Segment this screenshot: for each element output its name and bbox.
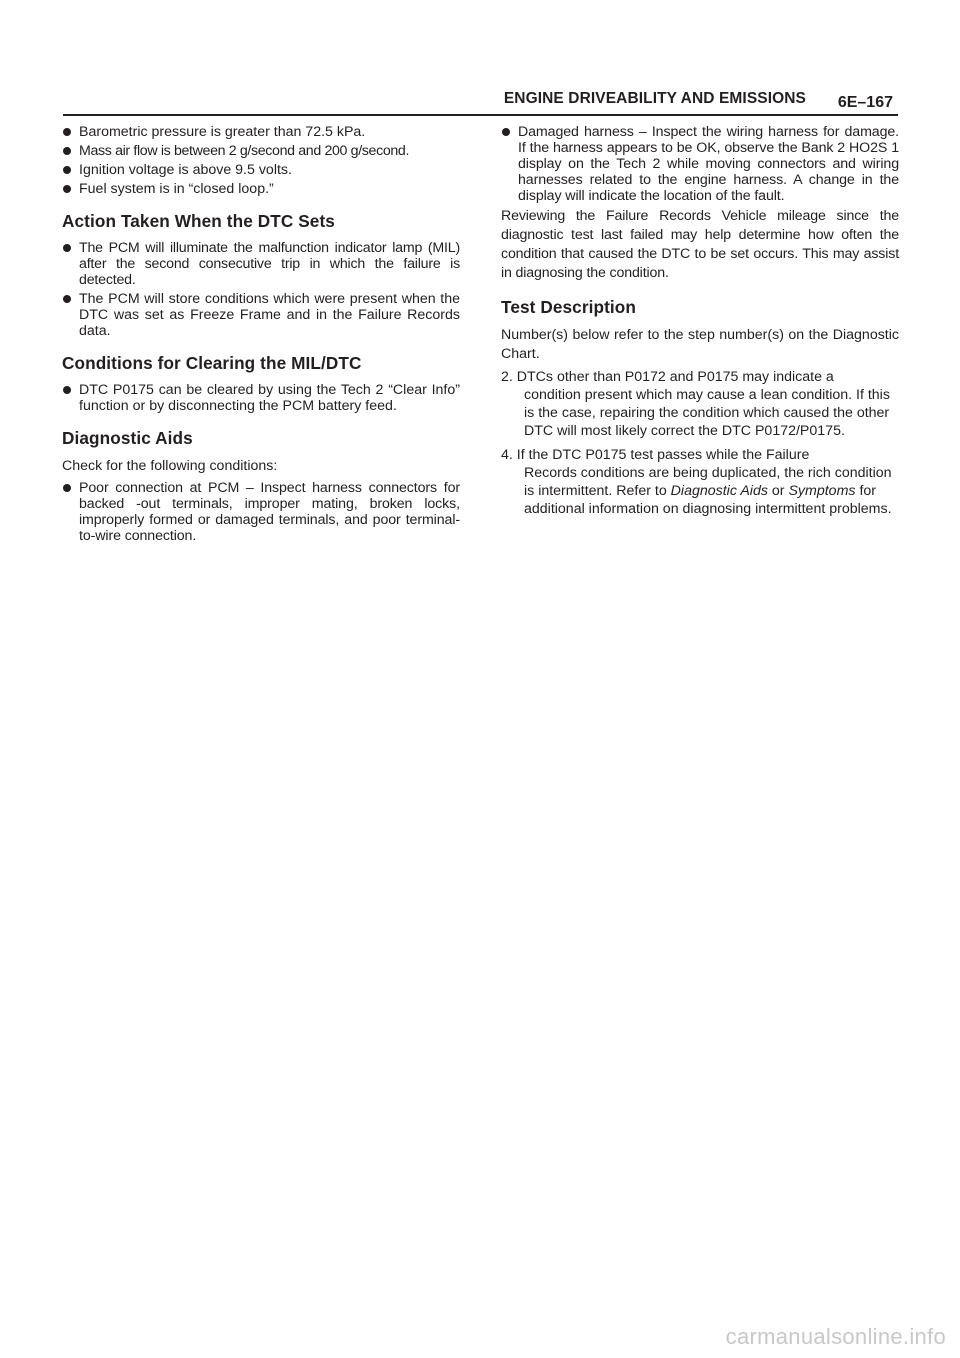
heading-diagnostic-aids: Diagnostic Aids xyxy=(62,428,193,448)
aids-intro: Check for the following conditions: xyxy=(62,458,278,474)
bullet-item: Ignition voltage is above 9.5 volts. xyxy=(62,162,460,178)
bullet-item: Poor connection at PCM – Inspect harness connectors for backed -out terminals, improper mating, broken locks, improperly formed or damaged terminals, and poor terminal-to-wire connection. xyxy=(62,480,460,544)
step-4-text-b: or xyxy=(771,483,785,499)
step-4-text-a: Records conditions are being duplicated, the rich condition is intermittent. Refer to xyxy=(524,465,892,499)
left-column xyxy=(62,124,460,547)
step-4-text xyxy=(501,464,899,518)
heading-action-taken: Action Taken When the DTC Sets xyxy=(62,211,335,231)
step-4-first-line: 4. If the DTC P0175 test passes while the Failure xyxy=(501,447,810,463)
bullet-item: Barometric pressure is greater than 72.5 kPa. xyxy=(62,124,460,140)
bullet-item: The PCM will illuminate the malfunction indicator lamp (MIL) after the second consecutive trip in which the failure is detected. xyxy=(62,240,460,288)
ref-symptoms: Symptoms xyxy=(788,483,856,499)
step-2-text: condition present which may cause a lean condition. If this is the case, repairing the condition which caused the other DTC will most likely correct the DTC P0172/P0175. xyxy=(524,387,890,439)
page-number: 6E–167 xyxy=(837,94,893,111)
step-4-text-c: for additional information on diagnosing intermittent problems. xyxy=(524,483,892,517)
ref-diagnostic-aids: Diagnostic Aids xyxy=(670,483,768,499)
bullet-item: DTC P0175 can be cleared by using the Tech 2 “Clear Info” function or by disconnecting the PCM battery feed. xyxy=(62,382,460,414)
page-header xyxy=(63,88,898,118)
reviewing-paragraph: Reviewing the Failure Records Vehicle mileage since the diagnostic test last failed may help determine how often the condition that caused the DTC to be set occurs. This may assist in diagnosing the condition. xyxy=(501,208,899,281)
heading-test-description: Test Description xyxy=(501,297,636,317)
test-intro: Number(s) below refer to the step number(s) on the Diagnostic Chart. xyxy=(501,327,899,362)
heading-clearing-mil: Conditions for Clearing the MIL/DTC xyxy=(62,353,362,373)
bullet-item: Mass air flow is between 2 g/second and 200 g/second. xyxy=(62,143,460,159)
step-2-first-line: 2. DTCs other than P0172 and P0175 may indicate a xyxy=(501,369,834,385)
step-4 xyxy=(501,446,899,518)
bullet-item: Fuel system is in “closed loop.” xyxy=(62,181,460,197)
watermark: carmanualsonline.info xyxy=(725,1324,946,1349)
bullet-item: The PCM will store conditions which were present when the DTC was set as Freeze Frame and in the Failure Records data. xyxy=(62,291,460,339)
bullet-item: Damaged harness – Inspect the wiring harness for damage. If the harness appears to be OK, observe the Bank 2 HO2S 1 display on the Tech 2 while moving connectors and wiring harnesses related to the engine harness. A change in the display will indicate the location of the fault. xyxy=(501,124,899,204)
section-title: ENGINE DRIVEABILITY AND EMISSIONS xyxy=(503,90,806,107)
header-rule xyxy=(63,114,898,116)
step-2 xyxy=(501,368,899,440)
right-column xyxy=(501,124,899,524)
